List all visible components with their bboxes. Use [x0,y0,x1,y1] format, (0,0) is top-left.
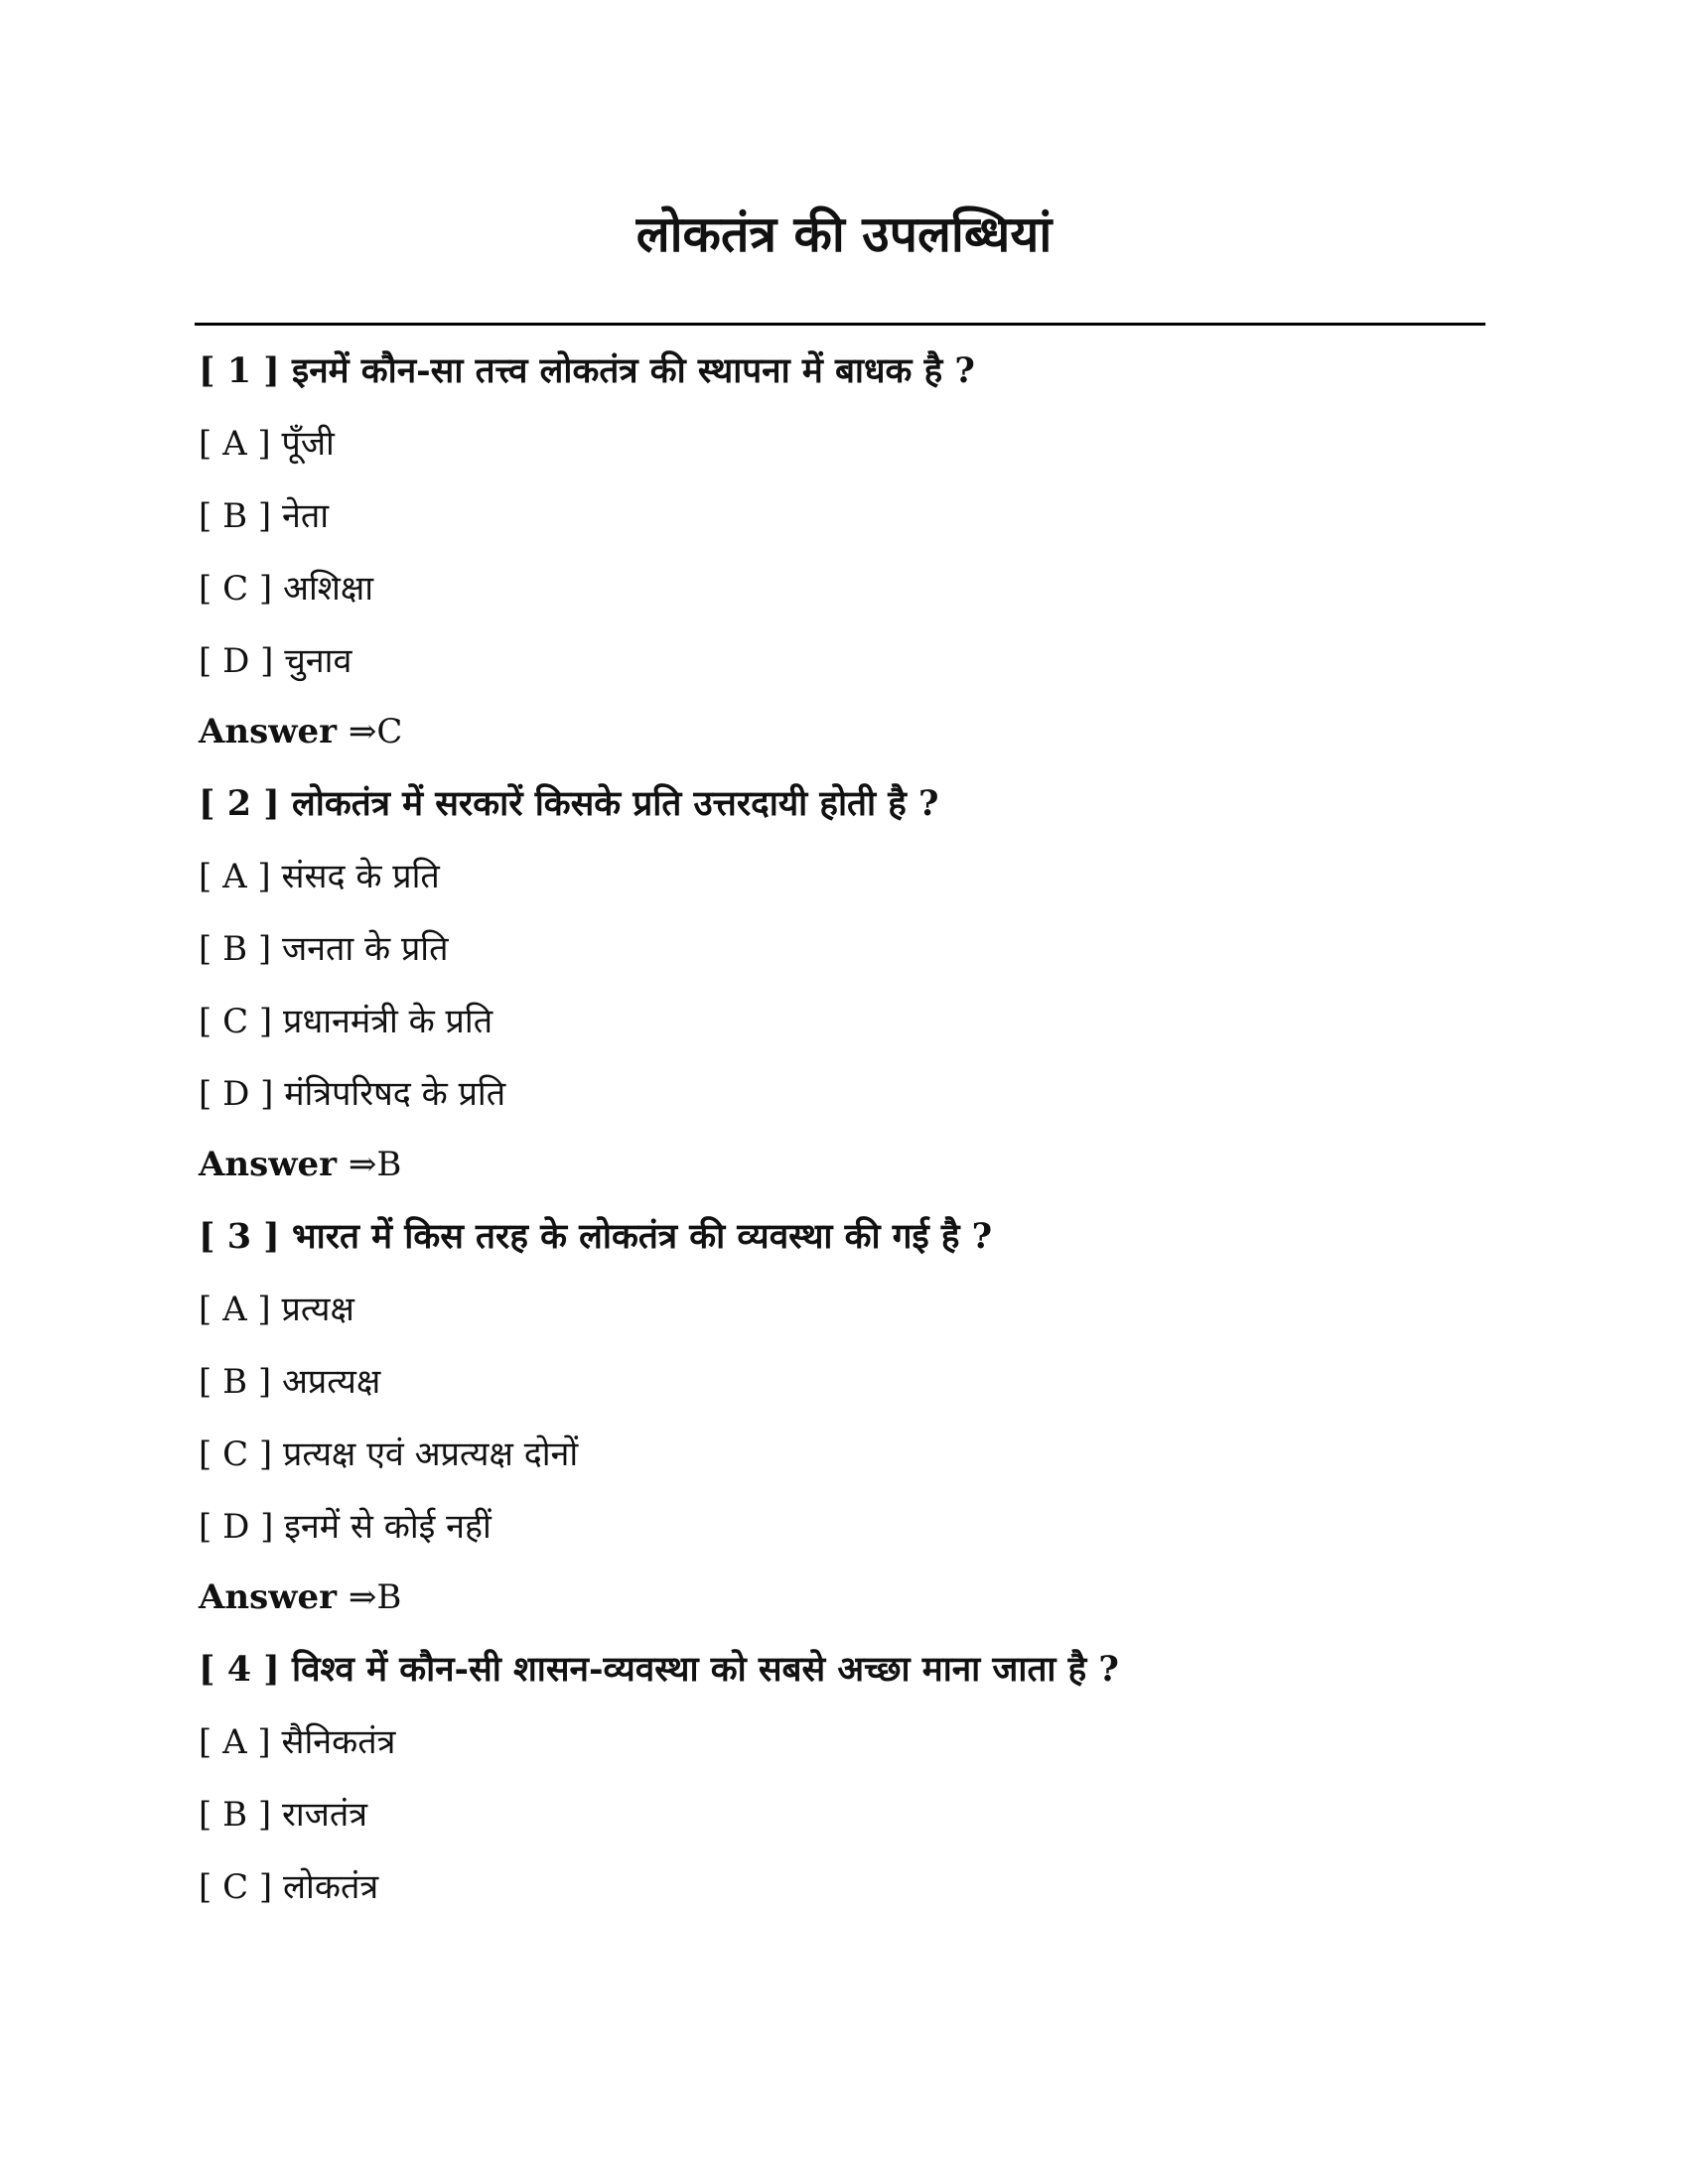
question-text: इनमें कौन-सा तत्त्व लोकतंत्र की स्थापना में बाधक है ? [292,350,975,391]
question-text: लोकतंत्र में सरकारें किसके प्रति उत्तरदायी होती है ? [292,783,939,824]
option-1c [199,560,1489,617]
right-arrow-icon: ⇒ [348,1577,377,1617]
option-label: [ C ] [199,1867,273,1907]
option-label: [ A ] [199,857,271,896]
option-text: अप्रत्यक्ष [281,1362,381,1402]
answer-2 [199,1136,1489,1193]
option-text: राजतंत्र [281,1795,368,1835]
option-text: चुनाव [284,641,352,681]
title-divider [195,323,1485,326]
question-text: भारत में किस तरह के लोकतंत्र की व्यवस्था की गई है ? [292,1216,993,1257]
option-label: [ C ] [199,1002,273,1041]
option-text: जनता के प्रति [281,929,449,969]
question-number: [ 4 ] [199,1649,280,1690]
option-label: [ A ] [199,424,271,464]
option-label: [ C ] [199,569,273,609]
option-1d [199,632,1489,690]
option-text: प्रत्यक्ष एवं अप्रत्यक्ष दोनों [282,1434,579,1474]
option-label: [ B ] [199,1362,272,1402]
option-label: [ D ] [199,641,274,681]
option-label: [ A ] [199,1290,271,1329]
right-arrow-icon: ⇒ [348,712,377,751]
question-number: [ 2 ] [199,783,280,824]
answer-value: B [376,1145,402,1184]
option-label: [ D ] [199,1074,274,1114]
option-label: [ B ] [199,929,272,969]
option-label: [ C ] [199,1434,273,1474]
option-1b [199,487,1489,545]
option-4a [199,1713,1489,1771]
answer-3 [199,1569,1489,1626]
option-text: इनमें से कोई नहीं [284,1507,492,1547]
option-text: प्रत्यक्ष [281,1290,354,1329]
option-3c [199,1426,1489,1483]
question-4 [199,1641,1489,1699]
question-3 [199,1208,1489,1266]
option-text: मंत्रिपरिषद के प्रति [284,1074,506,1114]
question-1 [199,342,1489,400]
option-label: [ B ] [199,1795,272,1835]
question-number: [ 1 ] [199,350,280,391]
answer-1 [199,703,1489,760]
question-text: विश्व में कौन-सी शासन-व्यवस्था को सबसे अच्छा माना जाता है ? [292,1649,1119,1690]
question-2 [199,775,1489,833]
option-4b [199,1786,1489,1843]
option-text: अशिक्षा [282,569,374,609]
question-number: [ 3 ] [199,1216,280,1257]
option-4c [199,1858,1489,1916]
option-2c [199,993,1489,1050]
answer-label: Answer [199,1577,338,1617]
option-text: सैनिकतंत्र [281,1722,396,1762]
option-2b [199,920,1489,978]
option-2a [199,848,1489,905]
option-label: [ B ] [199,496,272,536]
option-label: [ A ] [199,1722,271,1762]
option-3b [199,1353,1489,1411]
option-text: नेता [281,496,330,536]
option-text: लोकतंत्र [282,1867,379,1907]
option-3a [199,1281,1489,1338]
option-1a [199,415,1489,473]
answer-label: Answer [199,712,338,751]
option-label: [ D ] [199,1507,274,1547]
option-text: प्रधानमंत्री के प्रति [282,1002,493,1041]
answer-value: B [376,1577,402,1617]
option-3d [199,1498,1489,1556]
option-text: पूँजी [281,424,335,464]
option-2d [199,1065,1489,1123]
answer-label: Answer [199,1145,338,1184]
answer-value: C [376,712,403,751]
option-text: संसद के प्रति [281,857,440,896]
right-arrow-icon: ⇒ [348,1145,377,1184]
page-title: लोकतंत्र की उपलब्धियां [635,205,1053,263]
